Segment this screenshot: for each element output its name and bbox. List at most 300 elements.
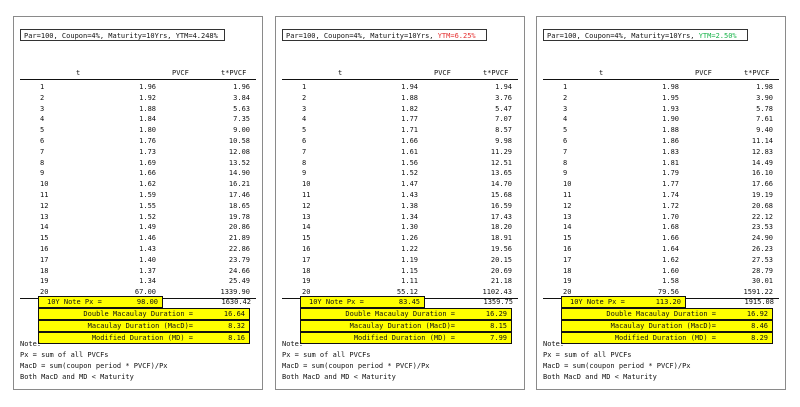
table-row [20,114,256,125]
t-pvcf-cell: 13.52 [228,158,250,167]
period-cell: 15 [302,234,311,243]
pvcf-cell: 1.93 [662,104,679,113]
t-pvcf-cell: 18.65 [228,201,250,210]
table-row [20,255,256,266]
note-line: Px = sum of all PVCFs [543,351,632,359]
pvcf-cell: 1.74 [662,191,679,199]
t-pvcf-cell: 25.49 [228,277,250,286]
table-row [543,276,779,287]
t-pvcf-cell: 11.14 [751,137,773,145]
period-cell: 11 [40,191,49,199]
pvcf-cell: 1.34 [401,212,418,221]
table-row [543,266,779,277]
t-pvcf-cell: 26.23 [751,245,773,253]
pvcf-cell: 1.96 [139,83,156,91]
t-pvcf-cell: 11.29 [490,147,512,156]
pvcf-cell: 1.72 [662,201,679,210]
modified-duration-label: Modified Duration (MD) = [614,334,716,342]
double-macaulay-duration-label: Double Macaulay Duration = [345,310,455,318]
table-row [20,136,256,147]
t-pvcf-cell: 22.12 [751,212,773,221]
pvcf-cell: 1.80 [139,126,156,135]
double-macaulay-duration-label: Double Macaulay Duration = [83,310,193,318]
table-row [20,158,256,169]
t-pvcf-cell: 20.69 [490,266,512,275]
scenario-params: Par=100, Coupon=4%, Maturity=10Yrs, [24,32,176,40]
table-row [20,222,256,233]
pvcf-cell: 1.62 [662,255,679,264]
notes-block [282,339,430,383]
ytm-value: YTM=6.25% [437,32,476,40]
t-pvcf-cell: 16.21 [228,180,250,189]
table-row [543,255,779,266]
table-row [282,190,518,201]
period-cell: 8 [40,158,45,167]
macaulay-duration-label: Macaulay Duration (MacD)= [610,322,716,330]
period-cell: 14 [563,223,572,232]
period-cell: 6 [563,137,568,145]
t-pvcf-cell: 5.63 [233,104,250,113]
pvcf-cell: 1.71 [401,126,418,135]
pvcf-cell: 1.84 [139,115,156,124]
period-cell: 1 [302,83,307,91]
t-pvcf-cell: 1339.90 [220,288,250,297]
pvcf-cell: 1.19 [401,255,418,264]
table-row [543,125,779,136]
period-cell: 5 [302,126,307,135]
period-cell: 9 [40,169,45,178]
period-cell: 3 [40,104,45,113]
pvcf-cell: 1.43 [401,191,418,199]
scenario-header [20,29,225,41]
table-row [543,114,779,125]
pvcf-cell: 1.83 [662,147,679,156]
period-cell: 18 [40,266,49,275]
note-price-box [38,296,163,308]
period-cell: 3 [563,104,568,113]
table-row [20,212,256,223]
t-pvcf-cell: 14.70 [490,180,512,189]
note-price-value: 113.20 [655,298,681,306]
period-cell: 4 [563,115,568,124]
macaulay-duration-label: Macaulay Duration (MacD)= [87,322,193,330]
pvcf-cell: 1.38 [401,201,418,210]
t-pvcf-cell: 19.56 [490,245,512,253]
double-macaulay-duration-value: 16.29 [485,310,507,318]
period-cell: 16 [40,245,49,253]
t-pvcf-cell: 5.78 [756,104,773,113]
table-row [282,266,518,277]
pvcf-cell: 1.43 [139,245,156,253]
t-pvcf-cell: 16.59 [490,201,512,210]
t-pvcf-cell: 18.20 [490,223,512,232]
period-cell: 7 [40,147,45,156]
column-header-t: t [76,69,81,77]
period-cell: 6 [302,137,307,145]
table-row [543,168,779,179]
period-cell: 3 [302,104,307,113]
t-pvcf-cell: 12.51 [490,158,512,167]
pvcf-cell: 1.11 [401,277,418,286]
pvcf-cell: 1.81 [662,158,679,167]
period-cell: 20 [563,288,572,297]
table-row [282,255,518,266]
note-line: Px = sum of all PVCFs [282,351,371,359]
ytm-value: YTM=4.248% [175,32,218,40]
note-line: Note: [543,340,565,348]
table-row [543,222,779,233]
header-rule [20,79,256,80]
table-row [282,276,518,287]
t-pvcf-cell: 1102.43 [482,288,512,297]
period-cell: 13 [302,212,311,221]
double-macaulay-duration-value: 16.64 [223,310,245,318]
pvcf-cell: 1.88 [139,104,156,113]
pvcf-cell: 1.52 [401,169,418,178]
period-cell: 13 [563,212,572,221]
table-row [282,104,518,115]
table-row [20,276,256,287]
table-row [282,93,518,104]
note-line: Both MacD and MD < Maturity [282,373,396,381]
scenario-panel [13,16,263,390]
t-pvcf-cell: 17.43 [490,212,512,221]
column-header-t-pvcf: t*PVCF [221,69,247,77]
modified-duration-value: 8.29 [751,334,768,342]
table-row [20,190,256,201]
pvcf-cell: 79.56 [657,288,679,297]
t-pvcf-cell: 14.90 [228,169,250,178]
t-pvcf-cell: 21.18 [490,277,512,286]
scenario-params: Par=100, Coupon=4%, Maturity=10Yrs, [286,32,438,40]
period-cell: 19 [302,277,311,286]
column-header-t-pvcf: t*PVCF [744,69,770,77]
t-pvcf-cell: 9.98 [495,137,512,145]
t-pvcf-cell: 20.86 [228,223,250,232]
t-pvcf-cell: 5.47 [495,104,512,113]
column-header-t: t [599,69,604,77]
pvcf-cell: 1.47 [401,180,418,189]
table-row [20,233,256,244]
pvcf-cell: 55.12 [396,288,418,297]
t-pvcf-cell: 13.65 [490,169,512,178]
t-pvcf-cell: 1.98 [756,83,773,91]
t-pvcf-cell: 19.19 [751,191,773,199]
table-row [282,201,518,212]
table-row [20,244,256,255]
pvcf-cell: 1.30 [401,223,418,232]
macaulay-duration-box [38,320,250,332]
pvcf-cell: 1.56 [401,158,418,167]
ytm-value: YTM=2.50% [698,32,737,40]
t-pvcf-cell: 28.79 [751,266,773,275]
pvcf-cell: 1.94 [401,83,418,91]
period-cell: 2 [302,93,307,102]
table-row [282,125,518,136]
table-row [543,93,779,104]
pvcf-cell: 1.15 [401,266,418,275]
table-row [282,158,518,169]
period-cell: 11 [563,191,572,199]
scenario-params: Par=100, Coupon=4%, Maturity=10Yrs, [547,32,699,40]
t-pvcf-cell: 15.68 [490,191,512,199]
period-cell: 6 [40,137,45,145]
pvcf-cell: 1.76 [139,137,156,145]
table-row [543,233,779,244]
t-pvcf-cell: 7.07 [495,115,512,124]
pvcf-cell: 1.34 [139,277,156,286]
scenario-panel [536,16,786,390]
sum-t-pvcf-value: 1915.08 [744,298,774,306]
t-pvcf-cell: 21.89 [228,234,250,243]
t-pvcf-cell: 24.90 [751,234,773,243]
table-row [282,147,518,158]
table-row [282,168,518,179]
double-macaulay-duration-value: 16.92 [746,310,768,318]
t-pvcf-cell: 14.49 [751,158,773,167]
macaulay-duration-value: 8.46 [751,322,768,330]
period-cell: 19 [563,277,572,286]
table-row [282,244,518,255]
period-cell: 2 [563,93,568,102]
period-cell: 5 [40,126,45,135]
period-cell: 1 [563,83,568,91]
t-pvcf-cell: 23.53 [751,223,773,232]
table-row [20,125,256,136]
modified-duration-label: Modified Duration (MD) = [91,334,193,342]
period-cell: 9 [563,169,568,178]
period-cell: 10 [563,180,572,189]
period-cell: 7 [302,147,307,156]
table-row [543,201,779,212]
pvcf-cell: 1.68 [662,223,679,232]
t-pvcf-cell: 17.66 [751,180,773,189]
table-row [543,244,779,255]
table-row [20,104,256,115]
pvcf-cell: 1.79 [662,169,679,178]
period-cell: 15 [40,234,49,243]
pvcf-cell: 1.55 [139,201,156,210]
pvcf-cell: 1.92 [139,93,156,102]
notes-block [543,339,691,383]
pvcf-cell: 1.66 [401,137,418,145]
scenario-header [282,29,487,41]
scenario-panel [275,16,525,390]
pvcf-cell: 1.64 [662,245,679,253]
pvcf-cell: 67.00 [134,288,156,297]
table-row [543,179,779,190]
note-price-label: 10Y Note Px = [570,298,625,306]
note-line: Px = sum of all PVCFs [20,351,109,359]
macaulay-duration-value: 8.15 [490,322,507,330]
double-macaulay-duration-label: Double Macaulay Duration = [606,310,716,318]
column-header-pvcf: PVCF [434,69,451,77]
pvcf-cell: 1.77 [401,115,418,124]
sum-t-pvcf-value: 1630.42 [221,298,251,306]
period-cell: 8 [563,158,568,167]
pvcf-cell: 1.49 [139,223,156,232]
period-cell: 16 [563,245,572,253]
table-row [543,136,779,147]
pvcf-cell: 1.60 [662,266,679,275]
pvcf-cell: 1.98 [662,83,679,91]
note-price-label: 10Y Note Px = [47,298,102,306]
t-pvcf-cell: 8.57 [495,126,512,135]
header-rule [543,79,779,80]
table-row [282,136,518,147]
pvcf-cell: 1.88 [662,126,679,135]
pvcf-cell: 1.70 [662,212,679,221]
t-pvcf-cell: 19.78 [228,212,250,221]
note-line: Note: [20,340,42,348]
note-line: MacD = sum(coupon period * PVCF)/Px [282,362,430,370]
table-row [282,212,518,223]
table-row [282,179,518,190]
period-cell: 7 [563,147,568,156]
t-pvcf-cell: 1.96 [233,83,250,91]
period-cell: 1 [40,83,45,91]
table-row [20,201,256,212]
note-price-value: 98.00 [136,298,158,306]
period-cell: 17 [563,255,572,264]
column-header-t-pvcf: t*PVCF [483,69,509,77]
pvcf-cell: 1.62 [139,180,156,189]
period-cell: 4 [40,115,45,124]
pvcf-cell: 1.22 [401,245,418,253]
t-pvcf-cell: 12.83 [751,147,773,156]
t-pvcf-cell: 24.66 [228,266,250,275]
t-pvcf-cell: 3.84 [233,93,250,102]
pvcf-cell: 1.88 [401,93,418,102]
t-pvcf-cell: 1.94 [495,83,512,91]
double-macaulay-duration-box [38,308,250,320]
table-row [282,82,518,93]
macaulay-duration-box [561,320,773,332]
t-pvcf-cell: 27.53 [751,255,773,264]
t-pvcf-cell: 3.76 [495,93,512,102]
pvcf-cell: 1.82 [401,104,418,113]
double-macaulay-duration-box [561,308,773,320]
t-pvcf-cell: 16.10 [751,169,773,178]
modified-duration-value: 8.16 [228,334,245,342]
note-price-box [300,296,425,308]
table-row [543,82,779,93]
period-cell: 12 [302,201,311,210]
pvcf-cell: 1.26 [401,234,418,243]
period-cell: 20 [40,288,49,297]
table-row [20,93,256,104]
pvcf-cell: 1.95 [662,93,679,102]
note-price-label: 10Y Note Px = [309,298,364,306]
period-cell: 10 [302,180,311,189]
period-cell: 11 [302,191,311,199]
t-pvcf-cell: 18.91 [490,234,512,243]
scenario-header [543,29,748,41]
table-row [543,212,779,223]
table-row [543,147,779,158]
period-cell: 14 [40,223,49,232]
pvcf-cell: 1.90 [662,115,679,124]
note-line: Both MacD and MD < Maturity [543,373,657,381]
t-pvcf-cell: 22.86 [228,245,250,253]
table-row [20,147,256,158]
pvcf-cell: 1.61 [401,147,418,156]
pvcf-cell: 1.86 [662,137,679,145]
double-macaulay-duration-box [300,308,512,320]
t-pvcf-cell: 20.15 [490,255,512,264]
sum-t-pvcf-value: 1359.75 [483,298,513,306]
period-cell: 9 [302,169,307,178]
period-cell: 17 [302,255,311,264]
pvcf-cell: 1.77 [662,180,679,189]
t-pvcf-cell: 20.68 [751,201,773,210]
period-cell: 14 [302,223,311,232]
period-cell: 12 [563,201,572,210]
modified-duration-label: Modified Duration (MD) = [353,334,455,342]
period-cell: 15 [563,234,572,243]
t-pvcf-cell: 30.01 [751,277,773,286]
t-pvcf-cell: 3.90 [756,93,773,102]
t-pvcf-cell: 9.00 [233,126,250,135]
header-rule [282,79,518,80]
column-header-t: t [338,69,343,77]
table-row [20,82,256,93]
pvcf-cell: 1.66 [139,169,156,178]
note-line: MacD = sum(coupon period * PVCF)/Px [20,362,168,370]
table-row [543,158,779,169]
period-cell: 12 [40,201,49,210]
pvcf-cell: 1.46 [139,234,156,243]
column-header-pvcf: PVCF [695,69,712,77]
pvcf-cell: 1.37 [139,266,156,275]
notes-block [20,339,168,383]
period-cell: 18 [563,266,572,275]
period-cell: 18 [302,266,311,275]
note-price-value: 83.45 [398,298,420,306]
t-pvcf-cell: 9.40 [756,126,773,135]
period-cell: 2 [40,93,45,102]
table-row [20,179,256,190]
macaulay-duration-value: 8.32 [228,322,245,330]
t-pvcf-cell: 10.58 [228,137,250,145]
period-cell: 16 [302,245,311,253]
table-row [20,266,256,277]
t-pvcf-cell: 7.61 [756,115,773,124]
period-cell: 4 [302,115,307,124]
pvcf-cell: 1.69 [139,158,156,167]
t-pvcf-cell: 23.79 [228,255,250,264]
t-pvcf-cell: 12.08 [228,147,250,156]
table-row [282,222,518,233]
table-row [543,190,779,201]
pvcf-cell: 1.52 [139,212,156,221]
table-row [20,168,256,179]
pvcf-cell: 1.40 [139,255,156,264]
note-line: Both MacD and MD < Maturity [20,373,134,381]
t-pvcf-cell: 17.46 [228,191,250,199]
period-cell: 8 [302,158,307,167]
table-row [282,233,518,244]
pvcf-cell: 1.58 [662,277,679,286]
note-line: MacD = sum(coupon period * PVCF)/Px [543,362,691,370]
column-header-pvcf: PVCF [172,69,189,77]
macaulay-duration-label: Macaulay Duration (MacD)= [349,322,455,330]
table-row [543,104,779,115]
t-pvcf-cell: 7.35 [233,115,250,124]
period-cell: 13 [40,212,49,221]
modified-duration-value: 7.99 [490,334,507,342]
t-pvcf-cell: 1591.22 [743,288,773,297]
